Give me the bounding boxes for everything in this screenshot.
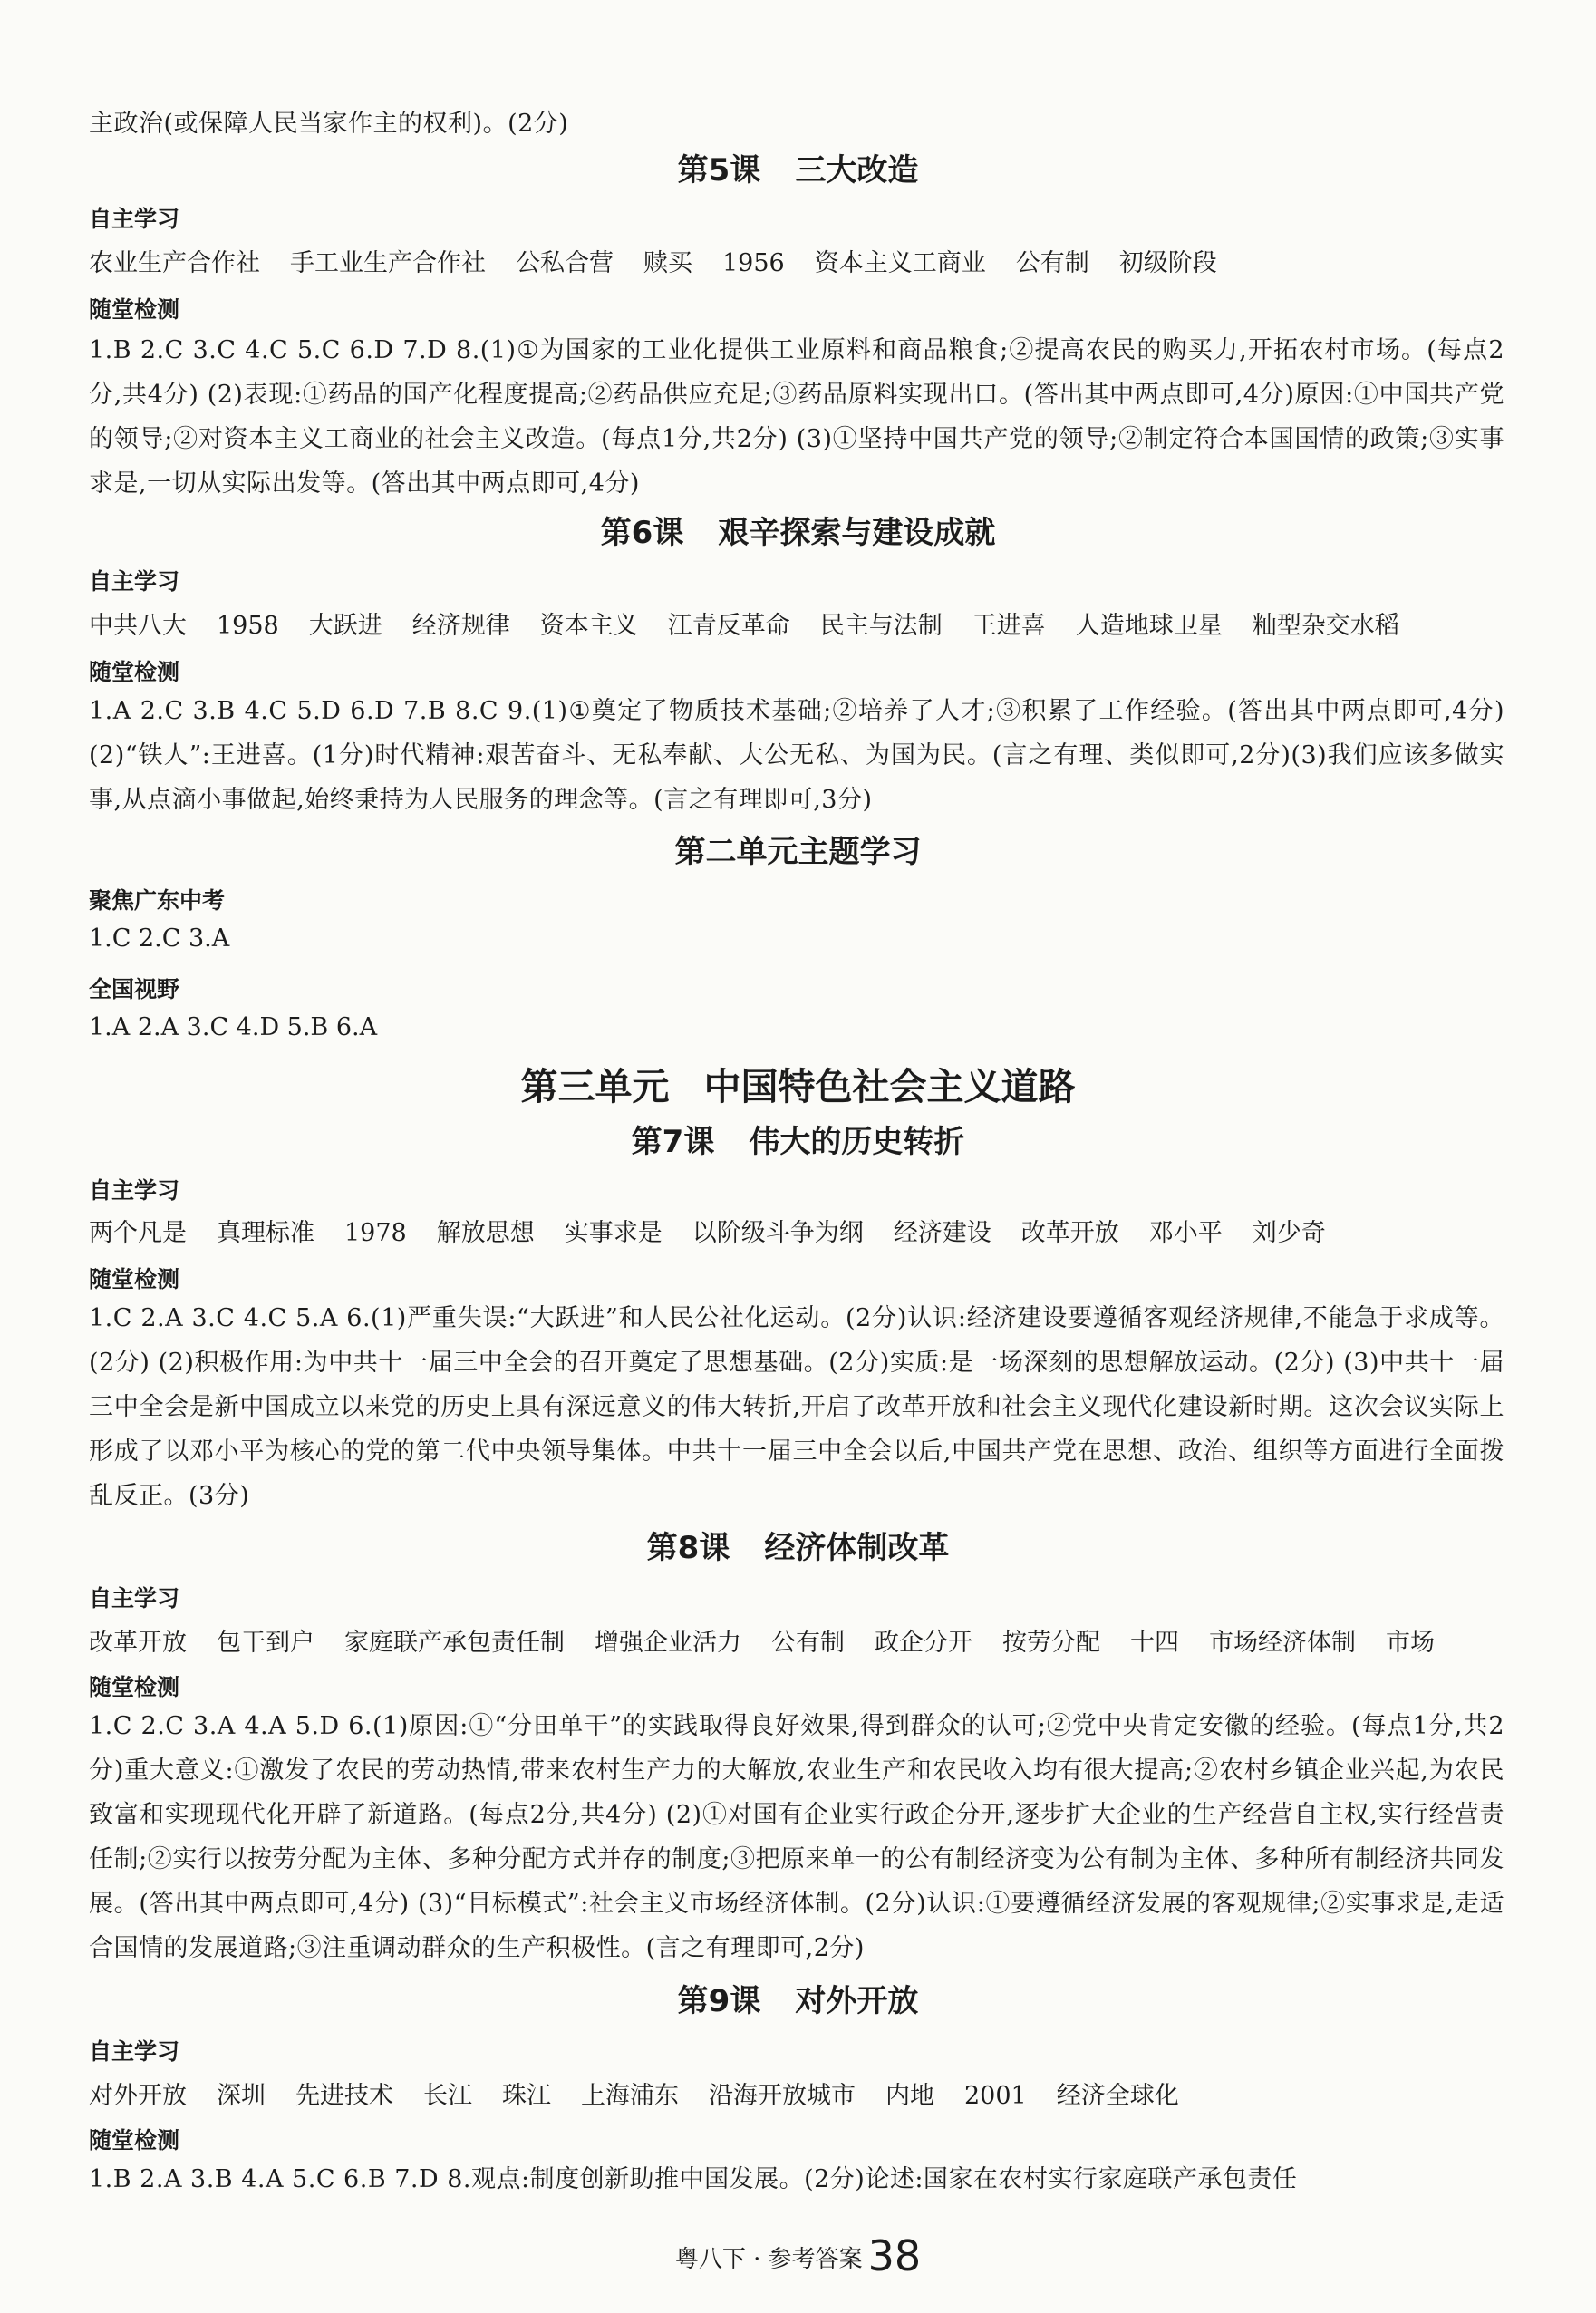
term: 1956 [722,249,785,277]
lesson5-title: 三大改造 [795,152,919,189]
term: 人造地球卫星 [1075,612,1223,640]
term: 手工业生产合作社 [290,249,486,277]
term: 家庭联产承包责任制 [344,1629,565,1657]
term: 实事求是 [564,1219,663,1247]
unit3-title: 中国特色社会主义道路 [703,1065,1076,1108]
term: 市场 [1386,1629,1435,1657]
term: 赎买 [643,249,692,277]
term: 邓小平 [1148,1219,1223,1247]
term: 中共八大 [89,612,187,640]
lesson5-num: 第5课 [677,152,761,189]
term: 内地 [885,2082,934,2110]
term: 公有制 [771,1629,845,1657]
lesson6-heading [0,508,1596,552]
lesson9-num: 第9课 [677,1983,761,2019]
term: 政企分开 [875,1629,972,1657]
unit3-num: 第三单元 [520,1065,670,1108]
page-number: 38 [867,2231,922,2280]
lesson6-check-text: 1.A 2.C 3.B 4.C 5.D 6.D 7.B 8.C 9.(1)①奠定了物质技术基础;②培养了人才;③积累了工作经验。(答出其中两点即可,4分) (2)“铁人”:王进喜。(1分)时代精神:艰苦奋斗、无私奉献、大公无私、为国为民。(言之有理、类似即可,2分)(3)我们应该多做实事,从点滴小事做起,始终秉持为人民服务的理念等。(言之有理即可,3分) [89,697,1504,814]
lesson7-check-text: 1.C 2.A 3.C 4.C 5.A 6.(1)严重失误:“大跃进”和人民公社化运动。(2分)认识:经济建设要遵循客观经济规律,不能急于求成等。(2分) (2)积极作用:为中共十一届三中全会的召开奠定了思想基础。(2分)实质:是一场深刻的思想解放运动。(2分) (3)中共十一届三中全会是新中国成立以来党的历史上具有深远意义的伟大转折,开启了改革开放和社会主义现代化建设新时期。这次会议实际上形成了以邓小平为核心的党的第二代中央领导集体。中共十一届三中全会以后,中国共产党在思想、政治、组织等方面进行全面拨乱反正。(3分) [89,1304,1504,1510]
term: 经济全球化 [1056,2082,1179,2110]
term: 改革开放 [89,1629,187,1657]
lesson6-check-label: 随堂检测 [89,659,180,685]
term: 上海浦东 [581,2082,679,2110]
lesson6-title: 艰辛探索与建设成就 [718,515,996,551]
lesson6-self-study-label: 自主学习 [89,568,180,595]
national-view-answers: 1.A 2.A 3.C 4.D 5.B 6.A [89,1013,378,1041]
term: 资本主义 [539,612,638,640]
lesson7-title: 伟大的历史转折 [749,1124,965,1160]
term: 深圳 [217,2082,266,2110]
term: 经济建设 [893,1219,991,1247]
term: 籼型杂交水稻 [1252,612,1399,640]
term: 江青反革命 [667,612,790,640]
national-view-label: 全国视野 [89,976,180,1002]
term: 公私合营 [516,249,614,277]
lesson6-num: 第6课 [600,515,684,551]
lesson6-terms [89,605,1429,641]
term: 先进技术 [295,2082,393,2110]
term: 按劳分配 [1002,1629,1100,1657]
lesson8-title: 经济体制改革 [764,1530,950,1566]
term: 十四 [1130,1629,1179,1657]
term: 公有制 [1015,249,1089,277]
term: 王进喜 [972,612,1046,640]
term: 真理标准 [217,1219,314,1247]
lesson8-terms [89,1622,1465,1658]
lesson7-check-label: 随堂检测 [89,1266,180,1292]
footer-label: 粤八下 · 参考答案 [674,2246,863,2273]
term: 对外开放 [89,2082,187,2110]
term: 大跃进 [308,612,382,640]
lesson8-self-study-label: 自主学习 [89,1585,180,1611]
lesson9-heading [0,1976,1596,2020]
lesson8-check-label: 随堂检测 [89,1674,180,1700]
term: 增强企业活力 [595,1629,741,1657]
lesson5-self-study-label: 自主学习 [89,206,180,232]
lesson9-check-label: 随堂检测 [89,2127,180,2153]
term: 以阶级斗争为纲 [692,1219,864,1247]
lesson9-check-text: 1.B 2.A 3.B 4.A 5.C 6.B 7.D 8.观点:制度创新助推中国发展。(2分)论述:国家在农村实行家庭联产承包责任 [89,2165,1298,2193]
lead-line: 主政治(或保障人民当家作主的权利)。(2分) [89,110,569,138]
term: 解放思想 [436,1219,535,1247]
term: 1958 [217,612,279,640]
lesson8-heading [0,1523,1596,1567]
term: 1978 [344,1219,407,1247]
term: 经济规律 [411,612,510,640]
lesson9-title: 对外开放 [795,1983,919,2019]
term: 改革开放 [1020,1219,1119,1247]
focus-guangdong-label: 聚焦广东中考 [89,887,226,914]
lesson7-heading [0,1117,1596,1161]
term: 民主与法制 [819,612,943,640]
lesson8-num: 第8课 [646,1530,730,1566]
term: 资本主义工商业 [814,249,986,277]
term: 农业生产合作社 [89,249,260,277]
term: 刘少奇 [1252,1219,1326,1247]
term: 长江 [423,2082,472,2110]
page-footer [0,2231,1596,2280]
lesson7-terms [89,1213,1356,1248]
focus-guangdong-answers: 1.C 2.C 3.A [89,924,230,953]
lesson8-check-text: 1.C 2.C 3.A 4.A 5.D 6.(1)原因:①“分田单干”的实践取得良好效果,得到群众的认可;②党中央肯定安徽的经验。(每点1分,共2分)重大意义:①激发了农民的劳动热情,带来农村生产力的大解放,农业生产和农民收入均有很大提高;②农村乡镇企业兴起,为农民致富和实现现代化开辟了新道路。(每点2分,共4分) (2)①对国有企业实行政企分开,逐步扩大企业的生产经营自主权,实行经营责任制;②实行以按劳分配为主体、多种分配方式并存的制度;③把原来单一的公有制经济变为公有制为主体、多种所有制经济共同发展。(答出其中两点即可,4分) (3)“目标模式”:社会主义市场经济体制。(2分)认识:①要遵循经济发展的客观规律;②实事求是,走适合国情的发展道路;③注重调动群众的生产积极性。(言之有理即可,2分) [89,1712,1504,1962]
term: 沿海开放城市 [709,2082,856,2110]
lesson5-check-label: 随堂检测 [89,296,180,323]
term: 珠江 [502,2082,551,2110]
lesson7-num: 第7课 [631,1124,715,1160]
term: 市场经济体制 [1209,1629,1356,1657]
lesson7-self-study-label: 自主学习 [89,1177,180,1204]
unit3-heading [0,1057,1596,1110]
term: 包干到户 [217,1629,314,1657]
lesson5-check-text: 1.B 2.C 3.C 4.C 5.C 6.D 7.D 8.(1)①为国家的工业化提供工业原料和商品粮食;②提高农民的购买力,开拓农村市场。(每点2分,共4分) (2)表现:①药品的国产化程度提高;②药品供应充足;③药品原料实现出口。(答出其中两点即可,4分)原因:①中国共产党的领导;②对资本主义工商业的社会主义改造。(每点1分,共2分) (3)①坚持中国共产党的领导;②制定符合本国国情的政策;③实事求是,一切从实际出发等。(答出其中两点即可,4分) [89,336,1504,498]
lesson5-heading [0,145,1596,189]
term: 两个凡是 [89,1219,187,1247]
unit2-theme-heading: 第二单元主题学习 [674,834,922,870]
lesson9-terms [89,2076,1209,2111]
term: 2001 [964,2082,1027,2110]
lesson5-terms [89,243,1247,278]
term: 初级阶段 [1118,249,1217,277]
lesson9-self-study-label: 自主学习 [89,2038,180,2065]
